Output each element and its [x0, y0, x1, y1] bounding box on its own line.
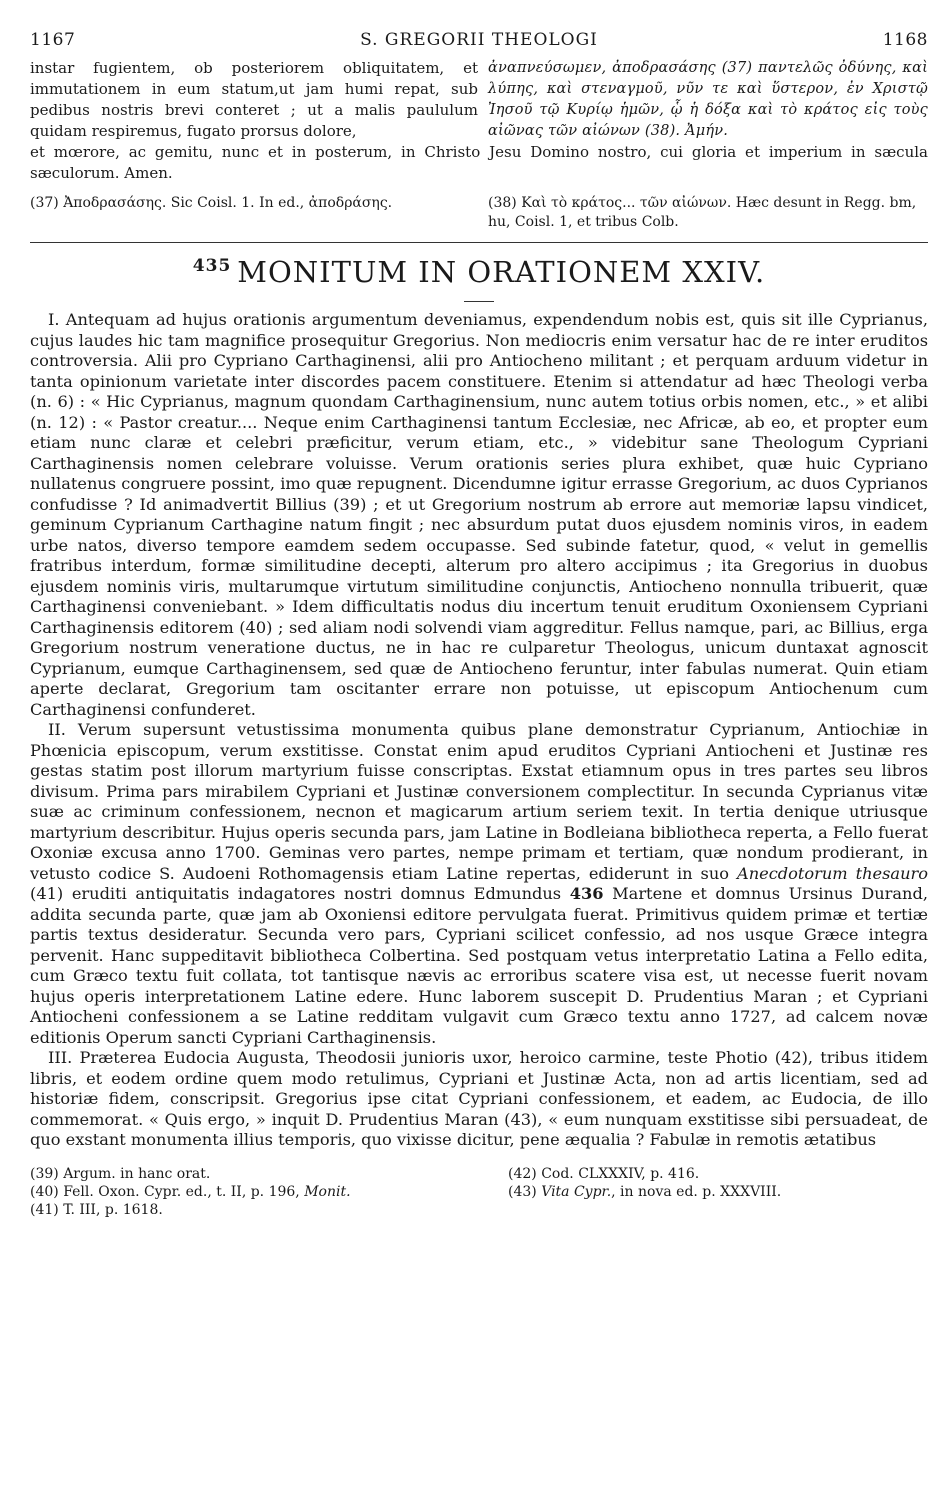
footnotes-left — [30, 1165, 500, 1219]
section-divider — [30, 242, 928, 243]
latin-continuation: et mœrore, ac gemitu, nunc et in posterum, in Christo Jesu Domino nostro, cui gloria et imperium in sæcula sæculorum. Amen. — [30, 143, 928, 182]
section-heading — [30, 255, 928, 289]
column-marker: 435 — [192, 256, 232, 277]
footnote-40 — [30, 1183, 500, 1201]
footnote-40-italic: Monit. — [304, 1183, 351, 1200]
top-two-column-block — [30, 58, 928, 142]
footnotes — [30, 1165, 928, 1219]
page-header — [30, 30, 928, 56]
paragraph-2-part-c: Martene et domnus Ursinus Durand, addita secunda parte, quæ jam ab Oxoniensi editore pervulgata fuerat. Primitivus quidem primæ et tertiæ partis textus desideratur. Secunda vero pars, Cypriani scilicet confessio, ad nos usque Græce integra pervenit. Hanc suppeditavit bibliotheca Colbertina. Sed postquam vetus interpretatio Latina a Fello edita, cum Græco textu fuit collata, tot tantisque nævis ac erroribus scatere visa est, ut necesse fuerit novam hujus operis interpretationem Latine edere. Hunc laborem suscepit D. Prudentius Maran ; et Cypriani Antiocheni confessionem a se Latine redditam vulgavit cum Græco textu anno 1727, ad calcem novæ editionis Operum sancti Cypriani Carthaginensis. — [30, 884, 928, 1047]
heading-dash — [464, 301, 494, 302]
right-column-number: 1168 — [882, 30, 928, 50]
footnote-40-text: (40) Fell. Oxon. Cypr. ed., t. II, p. 196, — [30, 1183, 300, 1200]
latin-column: instar fugientem, ob posteriorem obliquitatem, et immutationem in eum statum,ut jam humi repat, sub pedibus nostris brevi conteret ; ut a malis paululum quidam respiremus, fugato prorsus dolore, — [30, 59, 478, 140]
paragraph-1: I. Antequam ad hujus orationis argumentum deveniamus, expendendum nobis est, quis sit ille Cyprianus, cujus laudes hic tam magnifice prosequitur Gregorius. Non mediocris enim versatur hac de re inter eruditos controversia. Alii pro Cypriano Carthaginensi, alii pro Antiocheno militant ; et perquam arduum videtur in tanta opinionum varietate inter discordes pacem constituere. Etenim si attendatur ad hæc Theologi verba (n. 6) : « Hic Cyprianus, magnum quondam Carthaginensium, nunc autem totius orbis nomen, etc., » et alibi (n. 12) : « Pastor creatur.... Neque enim Carthaginensi tantum Ecclesiæ, nec Africæ, ab eo, et propter eum etiam nunc claræ et celebri præficitur, verum etiam, etc., » videbitur sane Theologum Cypriani Carthaginensis nomen celebrare voluisse. Verum orationis series plura exhibet, quæ huic Cypriano nullatenus congruere possint, imo quæ repugnent. Dicendumne igitur errasse Gregorium, ac duos Cyprianos confudisse ? Id animadvertit Billius (39) ; et ut Gregorium nostrum ab errore aut memoriæ lapsu vindicet, geminum Cyprianum Carthagine natum fingit ; nec absurdum putat duos ejusdem nominis viros, in eadem urbe natos, diverso tempore eamdem sedem occupasse. Sed subinde fatetur, quod, « velut in gemellis fratribus interdum, formæ similitudine decepti, alterum pro altero accipimus ; ita Gregorius in duobus ejusdem nominis viris, multarumque virtutum similitudine conjunctis, Antiocheno nonnulla tribuerit, quæ Carthaginensi conveniebant. » Idem difficultatis nodus diu incertum tenuit eruditum Oxoniensem Cypriani Carthaginensis editorem (40) ; sed aliam nodi solvendi viam aggreditur. Fellus namque, pari, ac Billius, erga Gregorium nostrum veneratione ductus, ne in hac re culparetur Theologus, unicum duntaxat agnoscit Cyprianum, eumque Carthaginensem, sed quæ de Antiocheno feruntur, inter fabulas numerat. Quin etiam aperte declarat, Gregorium tam oscitanter errare non potuisse, ut episcopum Antiochenum cum Carthaginensi confunderet. — [30, 310, 928, 719]
column-marker-436: 436 — [569, 884, 604, 903]
footnote-43-italic: Vita Cypr. — [541, 1183, 612, 1200]
footnotes-right — [508, 1165, 928, 1219]
document-page — [30, 30, 928, 1219]
paragraph-2-part-a: II. Verum supersunt vetustissima monumenta quibus plane demonstratur Cyprianum, Antiochiæ in Phœnicia episcopum, verum exstitisse. Constat enim apud eruditos Cypriani Antiocheni et Justinæ res gestas statim post illorum martyrium fuisse conscriptas. Exstat etiamnum opus in tres partes seu libros divisum. Prima pars mirabilem Cypriani et Justinæ conversionem complectitur. In secunda Cyprianus vitæ suæ ac criminum confessionem, necnon et magicarum artium seriem texit. In tertia denique utriusque martyrium describitur. Hujus operis secunda pars, jam Latine in Bodleiana bibliotheca reperta, a Fello fuerat Oxoniæ excusa anno 1700. Geminas vero partes, nempe primam et tertiam, quæ nondum prodierant, in vetusto codice S. Audoeni Rothomagensis etiam Latine repertas, ediderunt in suo — [30, 720, 928, 883]
note-38: (38) Καὶ τὸ κράτος... τῶν αἰώνων. Hæc desunt in Regg. bm, hu, Coisl. 1, et tribus Colb. — [488, 195, 917, 230]
note-37: (37) Ἀποδρασάσης. Sic Coisl. 1. In ed., ἀποδράσης. — [30, 195, 393, 211]
monitum-body — [30, 310, 928, 1151]
paragraph-2 — [30, 720, 928, 1048]
heading-title: MONITUM IN ORATIONEM XXIV. — [237, 255, 766, 289]
running-title: S. GREGORII THEOLOGI — [360, 30, 598, 50]
paragraph-2-part-b: (41) eruditi antiquitatis indagatores nostri domnus Edmundus — [30, 884, 562, 903]
top-notes — [30, 194, 928, 232]
footnote-43-text: , in nova ed. p. XXXVIII. — [611, 1183, 782, 1200]
footnote-41: (41) T. III, p. 1618. — [30, 1201, 163, 1218]
footnote-43-number: (43) — [508, 1183, 537, 1200]
anecdotorum-title: Anecdotorum thesauro — [737, 863, 928, 883]
greek-column: ἀναπνεύσωμεν, ἀποδρασάσης (37) παντελῶς ὀδύνης, καὶ λύπης, καὶ στεναγμοῦ, νῦν τε καὶ ὕστερον, ἐν Χριστῷ Ἰησοῦ τῷ Κυρίῳ ἡμῶν, ᾧ ἡ δόξα καὶ τὸ κράτος εἰς τοὺς αἰῶνας τῶν αἰώνων (38). Ἀμήν. — [488, 60, 928, 139]
footnote-39: (39) Argum. in hanc orat. — [30, 1165, 211, 1182]
paragraph-3: III. Præterea Eudocia Augusta, Theodosii junioris uxor, heroico carmine, teste Photio (42), tribus itidem libris, et eodem ordine quem modo retulimus, Cypriani et Justinæ Acta, non ad artis licentiam, sed ad historiæ fidem, conscripsit. Gregorius ipse citat Cypriani confessionem, et eadem, ac Eudocia, de illo commemorat. « Quis ergo, » inquit D. Prudentius Maran (43), « eum nunquam exstitisse sibi persuadeat, de quo exstant monumenta illius temporis, quo vixisse dicitur, pene æqualia ? Fabulæ in remotis ætatibus — [30, 1048, 928, 1149]
left-column-number: 1167 — [30, 30, 76, 50]
footnote-43 — [508, 1183, 928, 1201]
footnote-42: (42) Cod. CLXXXIV, p. 416. — [508, 1165, 700, 1182]
